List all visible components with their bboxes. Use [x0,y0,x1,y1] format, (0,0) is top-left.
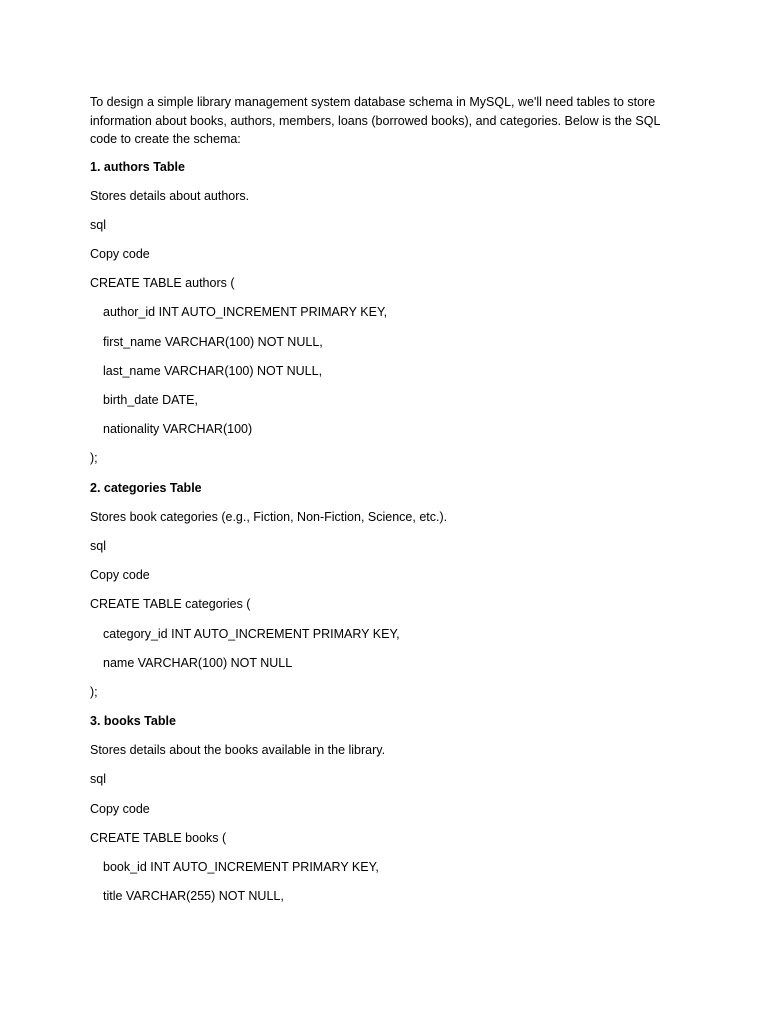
section-heading-books: 3. books Table [90,714,176,729]
section-heading-authors: 1. authors Table [90,159,185,174]
code-line: last_name VARCHAR(100) NOT NULL, [103,363,323,378]
code-language-label: sql [90,772,106,787]
code-line: name VARCHAR(100) NOT NULL [103,655,293,670]
code-line: first_name VARCHAR(100) NOT NULL, [103,334,323,349]
code-line: CREATE TABLE books ( [90,830,227,845]
copy-code-label: Copy code [90,568,150,583]
copy-code-label: Copy code [90,247,150,262]
intro-paragraph: To design a simple library management system database schema in MySQL, we'll need tables to store information about books, authors, members, loans (borrowed books), and categories. Below is the SQL code to create the schema: [90,95,660,146]
section-description: Stores book categories (e.g., Fiction, Non-Fiction, Science, etc.). [90,509,448,524]
section-description: Stores details about the books available in the library. [90,743,386,758]
document-page [90,93,680,916]
section-description: Stores details about authors. [90,188,250,203]
code-line: nationality VARCHAR(100) [103,422,253,437]
code-language-label: sql [90,217,106,232]
code-line: birth_date DATE, [103,393,198,407]
copy-code-label: Copy code [90,801,150,816]
section-heading-categories: 2. categories Table [90,480,202,495]
code-line: ); [90,684,98,699]
code-line: book_id INT AUTO_INCREMENT PRIMARY KEY, [103,860,379,874]
code-line: ); [90,451,98,466]
code-language-label: sql [90,538,106,553]
code-line: CREATE TABLE categories ( [90,597,251,612]
code-line: title VARCHAR(255) NOT NULL, [103,889,284,904]
code-line: category_id INT AUTO_INCREMENT PRIMARY KEY, [103,626,400,641]
code-line: author_id INT AUTO_INCREMENT PRIMARY KEY, [103,305,388,320]
code-line: CREATE TABLE authors ( [90,276,235,291]
